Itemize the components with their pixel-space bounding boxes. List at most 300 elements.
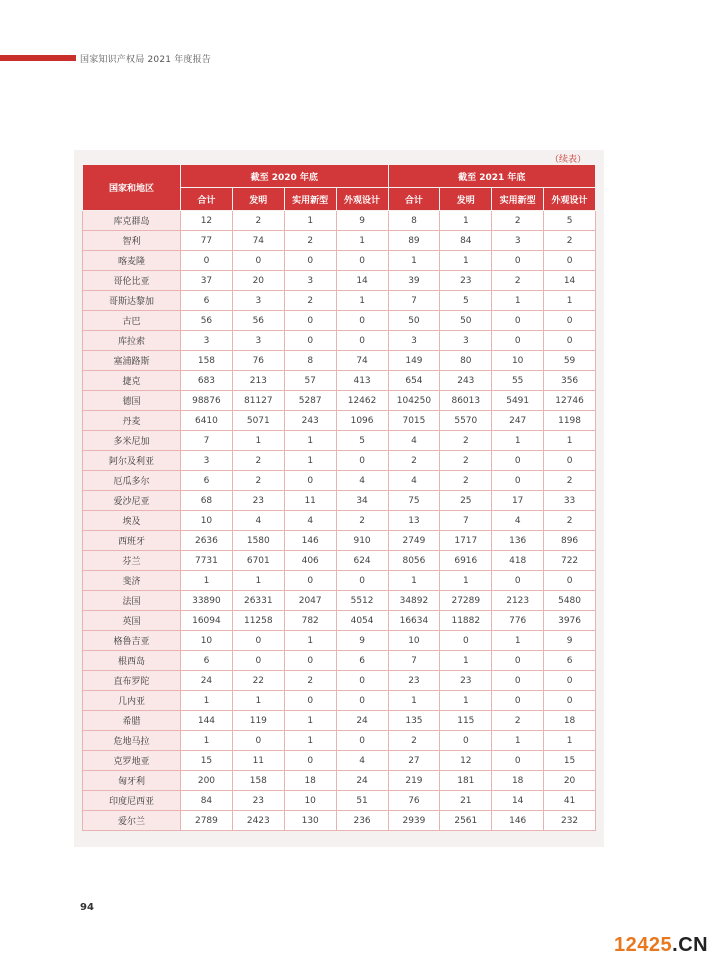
value-cell: 23: [232, 491, 284, 511]
country-cell: 古巴: [83, 311, 181, 331]
value-cell: 1: [544, 431, 596, 451]
value-cell: 84: [440, 231, 492, 251]
col-header: 外观设计: [544, 188, 596, 211]
value-cell: 16634: [388, 611, 440, 631]
value-cell: 1: [284, 431, 336, 451]
value-cell: 5: [440, 291, 492, 311]
value-cell: 418: [492, 551, 544, 571]
value-cell: 1: [440, 691, 492, 711]
value-cell: 51: [336, 791, 388, 811]
value-cell: 136: [492, 531, 544, 551]
value-cell: 11258: [232, 611, 284, 631]
col-header: 合计: [181, 188, 233, 211]
value-cell: 0: [336, 731, 388, 751]
value-cell: 722: [544, 551, 596, 571]
country-cell: 西班牙: [83, 531, 181, 551]
table-row: [83, 631, 596, 651]
value-cell: 1: [284, 211, 336, 231]
value-cell: 0: [492, 671, 544, 691]
value-cell: 23: [440, 671, 492, 691]
table-row: [83, 291, 596, 311]
value-cell: 2: [388, 731, 440, 751]
table-row: [83, 591, 596, 611]
table-row: [83, 431, 596, 451]
value-cell: 34: [336, 491, 388, 511]
value-cell: 81127: [232, 391, 284, 411]
value-cell: 0: [440, 631, 492, 651]
country-cell: 印度尼西亚: [83, 791, 181, 811]
value-cell: 146: [492, 811, 544, 831]
value-cell: 12746: [544, 391, 596, 411]
value-cell: 8: [284, 351, 336, 371]
country-cell: 格鲁吉亚: [83, 631, 181, 651]
value-cell: 243: [440, 371, 492, 391]
value-cell: 5287: [284, 391, 336, 411]
value-cell: 76: [388, 791, 440, 811]
value-cell: 7: [440, 511, 492, 531]
country-cell: 库拉索: [83, 331, 181, 351]
value-cell: 3: [232, 331, 284, 351]
table-row: [83, 231, 596, 251]
value-cell: 18: [544, 711, 596, 731]
country-cell: 爱尔兰: [83, 811, 181, 831]
watermark-tld: CN: [678, 934, 709, 956]
value-cell: 144: [181, 711, 233, 731]
value-cell: 77: [181, 231, 233, 251]
value-cell: 1: [181, 571, 233, 591]
country-cell: 危地马拉: [83, 731, 181, 751]
value-cell: 1: [388, 691, 440, 711]
value-cell: 232: [544, 811, 596, 831]
watermark-main: 12425: [614, 934, 673, 956]
country-cell: 希腊: [83, 711, 181, 731]
value-cell: 1: [492, 731, 544, 751]
value-cell: 55: [492, 371, 544, 391]
value-cell: 200: [181, 771, 233, 791]
country-cell: 厄瓜多尔: [83, 471, 181, 491]
value-cell: 0: [284, 311, 336, 331]
table-row: [83, 771, 596, 791]
value-cell: 2: [284, 231, 336, 251]
value-cell: 1198: [544, 411, 596, 431]
value-cell: 0: [492, 331, 544, 351]
value-cell: 34892: [388, 591, 440, 611]
country-cell: 英国: [83, 611, 181, 631]
value-cell: 2: [492, 711, 544, 731]
table-row: [83, 651, 596, 671]
table-row: [83, 471, 596, 491]
table-row: [83, 371, 596, 391]
value-cell: 37: [181, 271, 233, 291]
value-cell: 0: [336, 671, 388, 691]
table-row: [83, 791, 596, 811]
value-cell: 2749: [388, 531, 440, 551]
value-cell: 3976: [544, 611, 596, 631]
col-header: 合计: [388, 188, 440, 211]
value-cell: 1: [284, 451, 336, 471]
value-cell: 1: [284, 631, 336, 651]
value-cell: 12: [181, 211, 233, 231]
value-cell: 68: [181, 491, 233, 511]
value-cell: 2123: [492, 591, 544, 611]
value-cell: 33890: [181, 591, 233, 611]
table-row: [83, 691, 596, 711]
value-cell: 14: [544, 271, 596, 291]
value-cell: 24: [181, 671, 233, 691]
value-cell: 1: [232, 691, 284, 711]
value-cell: 5480: [544, 591, 596, 611]
value-cell: 1: [492, 291, 544, 311]
value-cell: 0: [492, 311, 544, 331]
value-cell: 12: [440, 751, 492, 771]
value-cell: 6916: [440, 551, 492, 571]
value-cell: 0: [440, 731, 492, 751]
value-cell: 0: [544, 671, 596, 691]
value-cell: 20: [544, 771, 596, 791]
value-cell: 4: [388, 431, 440, 451]
value-cell: 1: [544, 291, 596, 311]
value-cell: 39: [388, 271, 440, 291]
value-cell: 1: [492, 431, 544, 451]
country-cell: 几内亚: [83, 691, 181, 711]
country-cell: 捷克: [83, 371, 181, 391]
value-cell: 1: [232, 431, 284, 451]
value-cell: 683: [181, 371, 233, 391]
value-cell: 4: [336, 751, 388, 771]
value-cell: 1: [181, 731, 233, 751]
value-cell: 0: [544, 451, 596, 471]
value-cell: 2: [440, 451, 492, 471]
value-cell: 776: [492, 611, 544, 631]
value-cell: 0: [232, 631, 284, 651]
table-body: [83, 211, 596, 831]
value-cell: 7: [181, 431, 233, 451]
value-cell: 1: [284, 711, 336, 731]
value-cell: 6: [544, 651, 596, 671]
table-row: [83, 751, 596, 771]
value-cell: 89: [388, 231, 440, 251]
value-cell: 13: [388, 511, 440, 531]
value-cell: 6: [181, 291, 233, 311]
value-cell: 8056: [388, 551, 440, 571]
country-cell: 克罗地亚: [83, 751, 181, 771]
value-cell: 5: [544, 211, 596, 231]
value-cell: 104250: [388, 391, 440, 411]
country-cell: 德国: [83, 391, 181, 411]
value-cell: 4: [388, 471, 440, 491]
value-cell: 0: [284, 331, 336, 351]
table-row: [83, 571, 596, 591]
value-cell: 1: [440, 651, 492, 671]
country-header: 国家和地区: [83, 165, 181, 211]
value-cell: 80: [440, 351, 492, 371]
value-cell: 2636: [181, 531, 233, 551]
col-header: 发明: [440, 188, 492, 211]
value-cell: 2423: [232, 811, 284, 831]
value-cell: 6: [181, 651, 233, 671]
value-cell: 50: [388, 311, 440, 331]
value-cell: 1: [181, 691, 233, 711]
value-cell: 119: [232, 711, 284, 731]
value-cell: 11: [232, 751, 284, 771]
value-cell: 5491: [492, 391, 544, 411]
country-cell: 芬兰: [83, 551, 181, 571]
table-row: [83, 211, 596, 231]
value-cell: 5512: [336, 591, 388, 611]
value-cell: 5071: [232, 411, 284, 431]
value-cell: 24: [336, 771, 388, 791]
value-cell: 17: [492, 491, 544, 511]
group-header-2020: 截至 2020 年底: [181, 165, 389, 188]
country-cell: 匈牙利: [83, 771, 181, 791]
value-cell: 2: [388, 451, 440, 471]
value-cell: 356: [544, 371, 596, 391]
value-cell: 50: [440, 311, 492, 331]
country-cell: 哥伦比亚: [83, 271, 181, 291]
value-cell: 219: [388, 771, 440, 791]
value-cell: 15: [181, 751, 233, 771]
value-cell: 14: [492, 791, 544, 811]
value-cell: 56: [181, 311, 233, 331]
value-cell: 236: [336, 811, 388, 831]
value-cell: 3: [181, 331, 233, 351]
value-cell: 4054: [336, 611, 388, 631]
value-cell: 2: [440, 471, 492, 491]
country-cell: 智利: [83, 231, 181, 251]
value-cell: 74: [232, 231, 284, 251]
value-cell: 413: [336, 371, 388, 391]
value-cell: 2: [492, 211, 544, 231]
value-cell: 12462: [336, 391, 388, 411]
value-cell: 11: [284, 491, 336, 511]
value-cell: 2561: [440, 811, 492, 831]
value-cell: 2: [544, 471, 596, 491]
value-cell: 0: [492, 571, 544, 591]
value-cell: 41: [544, 791, 596, 811]
value-cell: 10: [492, 351, 544, 371]
table-row: [83, 711, 596, 731]
value-cell: 135: [388, 711, 440, 731]
value-cell: 1: [336, 291, 388, 311]
value-cell: 6410: [181, 411, 233, 431]
table-row: [83, 351, 596, 371]
value-cell: 0: [544, 311, 596, 331]
value-cell: 2: [336, 511, 388, 531]
country-cell: 直布罗陀: [83, 671, 181, 691]
value-cell: 16094: [181, 611, 233, 631]
value-cell: 1: [232, 571, 284, 591]
table-row: [83, 611, 596, 631]
value-cell: 654: [388, 371, 440, 391]
value-cell: 86013: [440, 391, 492, 411]
value-cell: 896: [544, 531, 596, 551]
value-cell: 7: [388, 291, 440, 311]
value-cell: 115: [440, 711, 492, 731]
table-row: [83, 811, 596, 831]
country-cell: 塞浦路斯: [83, 351, 181, 371]
value-cell: 75: [388, 491, 440, 511]
country-cell: 埃及: [83, 511, 181, 531]
value-cell: 9: [336, 631, 388, 651]
value-cell: 84: [181, 791, 233, 811]
table-row: [83, 251, 596, 271]
value-cell: 0: [336, 451, 388, 471]
value-cell: 20: [232, 271, 284, 291]
value-cell: 1580: [232, 531, 284, 551]
value-cell: 6: [336, 651, 388, 671]
country-cell: 喀麦隆: [83, 251, 181, 271]
value-cell: 0: [232, 651, 284, 671]
value-cell: 1717: [440, 531, 492, 551]
value-cell: 158: [181, 351, 233, 371]
value-cell: 1: [336, 231, 388, 251]
value-cell: 3: [232, 291, 284, 311]
value-cell: 2: [232, 451, 284, 471]
value-cell: 33: [544, 491, 596, 511]
value-cell: 149: [388, 351, 440, 371]
value-cell: 0: [492, 451, 544, 471]
country-cell: 法国: [83, 591, 181, 611]
value-cell: 2: [440, 431, 492, 451]
value-cell: 2: [544, 231, 596, 251]
value-cell: 0: [492, 651, 544, 671]
value-cell: 0: [232, 251, 284, 271]
value-cell: 782: [284, 611, 336, 631]
value-cell: 1: [388, 571, 440, 591]
value-cell: 1: [544, 731, 596, 751]
table-row: [83, 331, 596, 351]
value-cell: 0: [284, 471, 336, 491]
value-cell: 146: [284, 531, 336, 551]
value-cell: 0: [284, 751, 336, 771]
value-cell: 3: [284, 271, 336, 291]
value-cell: 18: [492, 771, 544, 791]
watermark-dot: .: [672, 934, 679, 956]
table-panel: [74, 150, 604, 847]
table-row: [83, 311, 596, 331]
value-cell: 243: [284, 411, 336, 431]
value-cell: 27289: [440, 591, 492, 611]
patent-table: [82, 164, 596, 831]
value-cell: 247: [492, 411, 544, 431]
country-cell: 丹麦: [83, 411, 181, 431]
value-cell: 1: [440, 571, 492, 591]
value-cell: 624: [336, 551, 388, 571]
value-cell: 0: [492, 251, 544, 271]
group-header-2021: 截至 2021 年底: [388, 165, 596, 188]
value-cell: 0: [544, 331, 596, 351]
value-cell: 15: [544, 751, 596, 771]
value-cell: 25: [440, 491, 492, 511]
value-cell: 213: [232, 371, 284, 391]
value-cell: 7731: [181, 551, 233, 571]
table-row: [83, 671, 596, 691]
value-cell: 1: [440, 211, 492, 231]
value-cell: 6: [181, 471, 233, 491]
value-cell: 74: [336, 351, 388, 371]
col-header: 实用新型: [284, 188, 336, 211]
value-cell: 23: [388, 671, 440, 691]
table-row: [83, 411, 596, 431]
value-cell: 5: [336, 431, 388, 451]
value-cell: 1: [440, 251, 492, 271]
value-cell: 3: [492, 231, 544, 251]
value-cell: 2: [544, 511, 596, 531]
value-cell: 1: [492, 631, 544, 651]
table-row: [83, 491, 596, 511]
value-cell: 10: [181, 511, 233, 531]
page-number: 94: [80, 902, 94, 913]
value-cell: 0: [336, 311, 388, 331]
value-cell: 130: [284, 811, 336, 831]
value-cell: 910: [336, 531, 388, 551]
value-cell: 10: [388, 631, 440, 651]
value-cell: 7015: [388, 411, 440, 431]
value-cell: 8: [388, 211, 440, 231]
value-cell: 2939: [388, 811, 440, 831]
value-cell: 22: [232, 671, 284, 691]
value-cell: 23: [232, 791, 284, 811]
value-cell: 1: [388, 251, 440, 271]
value-cell: 3: [181, 451, 233, 471]
value-cell: 0: [492, 691, 544, 711]
value-cell: 98876: [181, 391, 233, 411]
value-cell: 406: [284, 551, 336, 571]
running-header: 国家知识产权局 2021 年度报告: [80, 55, 212, 65]
table-row: [83, 451, 596, 471]
country-cell: 哥斯达黎加: [83, 291, 181, 311]
value-cell: 26331: [232, 591, 284, 611]
value-cell: 21: [440, 791, 492, 811]
country-cell: 库克群岛: [83, 211, 181, 231]
value-cell: 1096: [336, 411, 388, 431]
value-cell: 24: [336, 711, 388, 731]
value-cell: 0: [544, 251, 596, 271]
value-cell: 59: [544, 351, 596, 371]
table-row: [83, 731, 596, 751]
value-cell: 4: [284, 511, 336, 531]
value-cell: 1: [284, 731, 336, 751]
value-cell: 181: [440, 771, 492, 791]
value-cell: 0: [284, 651, 336, 671]
table-row: [83, 551, 596, 571]
table-row: [83, 531, 596, 551]
value-cell: 2: [284, 291, 336, 311]
country-cell: 阿尔及利亚: [83, 451, 181, 471]
value-cell: 0: [232, 731, 284, 751]
site-watermark: [614, 934, 708, 957]
value-cell: 2: [284, 671, 336, 691]
value-cell: 0: [336, 691, 388, 711]
value-cell: 3: [440, 331, 492, 351]
value-cell: 158: [232, 771, 284, 791]
value-cell: 0: [336, 331, 388, 351]
table-row: [83, 271, 596, 291]
value-cell: 23: [440, 271, 492, 291]
table-row: [83, 511, 596, 531]
value-cell: 56: [232, 311, 284, 331]
value-cell: 0: [492, 471, 544, 491]
country-cell: 根西岛: [83, 651, 181, 671]
value-cell: 2: [232, 471, 284, 491]
value-cell: 7: [388, 651, 440, 671]
value-cell: 0: [544, 571, 596, 591]
value-cell: 6701: [232, 551, 284, 571]
value-cell: 10: [284, 791, 336, 811]
value-cell: 0: [181, 251, 233, 271]
value-cell: 76: [232, 351, 284, 371]
country-cell: 多米尼加: [83, 431, 181, 451]
